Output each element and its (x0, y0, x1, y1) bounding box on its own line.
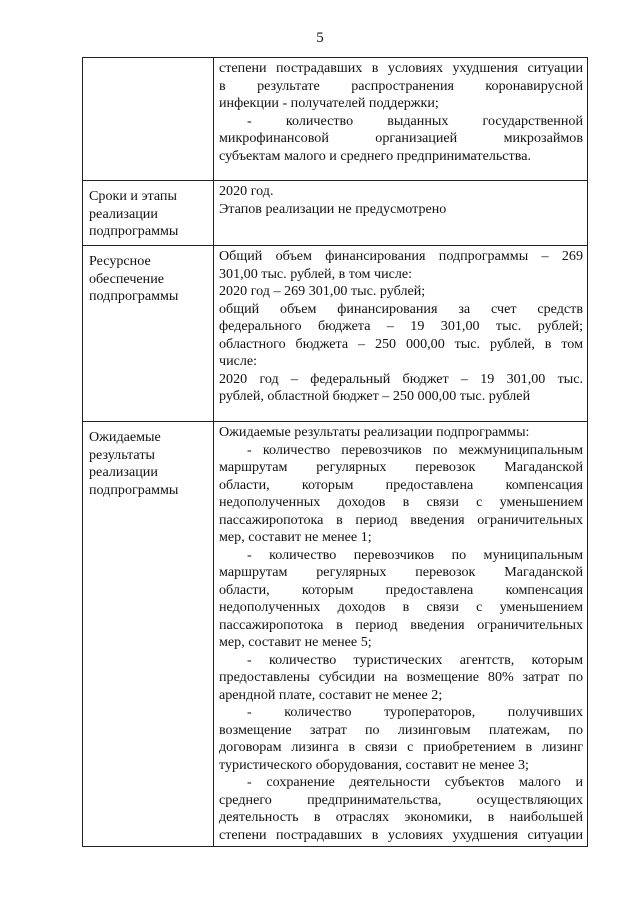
content-line: мер, составит не менее 5; (219, 634, 372, 650)
content-line: договорам лизинга в связи с приобретением в лизинг (219, 739, 583, 755)
row-label-cell (83, 58, 214, 181)
content-line: федерального бюджета – 19 301,00 тыс. рублей; (219, 318, 583, 334)
row-label-line: реализации (89, 464, 158, 480)
content-line: маршрутам регулярных перевозок Магаданской (219, 459, 583, 475)
content-line: - количество выданных государственной (247, 112, 583, 129)
content-line: туристического оборудования, составит не менее 3; (219, 756, 529, 773)
page-number: 5 (316, 30, 324, 46)
content-line: 301,00 тыс. рублей, в том числе: (219, 265, 413, 282)
row-label-cell (83, 246, 214, 422)
content-line: маршрутам регулярных перевозок Магаданской (219, 564, 583, 580)
row-content-cell (214, 181, 588, 246)
table-row (83, 181, 588, 246)
content-line: Этапов реализации не предусмотрено (219, 200, 447, 217)
content-line: - сохранение деятельности субъектов малого и (247, 774, 583, 790)
content-line: недополученных доходов в связи с уменьшением (219, 599, 583, 615)
content-line: среднего предпринимательства, осуществляющих (219, 791, 583, 808)
content-line: - количество туристических агентств, которым (247, 651, 583, 668)
row-label-line: обеспечение (89, 270, 165, 287)
content-line: 2020 год – федеральный бюджет – 19 301,00 тыс. (219, 370, 583, 387)
content-line: общий объем финансирования за счет средств (219, 300, 583, 317)
content-line: - количество перевозчиков по муниципальным (247, 546, 583, 563)
content-line: недополученных доходов в связи с уменьшением (219, 494, 583, 510)
table-row (83, 58, 588, 181)
content-line: - количество перевозчиков по межмуниципальным (247, 441, 583, 458)
content-line: деятельность в отраслях экономики, в наибольшей (219, 809, 583, 825)
content-line: Ожидаемые результаты реализации подпрограммы: (219, 424, 530, 440)
content-line: арендной плате, составит не менее 2; (219, 686, 443, 703)
row-content-cell (214, 422, 588, 847)
row-label-line: подпрограммы (89, 223, 179, 239)
content-line: 2020 год. (219, 183, 274, 199)
content-line: Общий объем финансирования подпрограммы – 269 (219, 248, 583, 264)
content-line: числе: (219, 353, 258, 369)
content-line: - количество туроператоров, получивших (247, 704, 583, 720)
row-label-cell (83, 422, 214, 847)
content-line: области, которым предоставлена компенсация (219, 581, 583, 598)
table-body (83, 58, 588, 847)
content-line: пассажиропотока в период введения ограничительных (219, 511, 583, 528)
content-line: областного бюджета – 250 000,00 тыс. рублей, в том (219, 335, 583, 352)
content-line: рублей, областной бюджет – 250 000,00 тыс. рублей (219, 388, 531, 404)
content-line: 2020 год – 269 301,00 тыс. рублей; (219, 283, 426, 299)
row-label-line: Ожидаемые (89, 429, 161, 445)
content-line: пассажиропотока в период введения ограничительных (219, 616, 583, 633)
content-line: мер, составит не менее 1; (219, 529, 372, 545)
row-label-line: Ресурсное (89, 253, 151, 269)
table-row (83, 246, 588, 422)
content-line: предоставлены субсидии на возмещение 80% затрат по (219, 669, 583, 685)
row-content-cell (214, 58, 588, 181)
row-label-line: результаты (89, 446, 155, 463)
content-line: инфекции - получателей поддержки; (219, 95, 439, 111)
passport-table (82, 57, 588, 847)
row-content-cell (214, 246, 588, 422)
content-line: в результате распространения коронавирусной (219, 77, 583, 94)
row-label-line: реализации (89, 205, 158, 222)
row-label-cell (83, 181, 214, 246)
row-label-line: подпрограммы (89, 288, 179, 304)
row-label-line: Сроки и этапы (89, 188, 177, 204)
content-line: возмещение затрат по лизинговым платежам, по (219, 721, 583, 738)
content-line: субъектам малого и среднего предпринимательства. (219, 147, 531, 164)
content-line: степени пострадавших в условиях ухудшения ситуации (219, 60, 583, 76)
content-line: микрофинансовой организацией микрозаймов (219, 130, 583, 146)
row-label-line: подпрограммы (89, 481, 179, 498)
table-row (83, 422, 588, 847)
content-line: области, которым предоставлена компенсация (219, 476, 583, 493)
content-line: степени пострадавших в условиях ухудшения ситуации (219, 826, 583, 843)
